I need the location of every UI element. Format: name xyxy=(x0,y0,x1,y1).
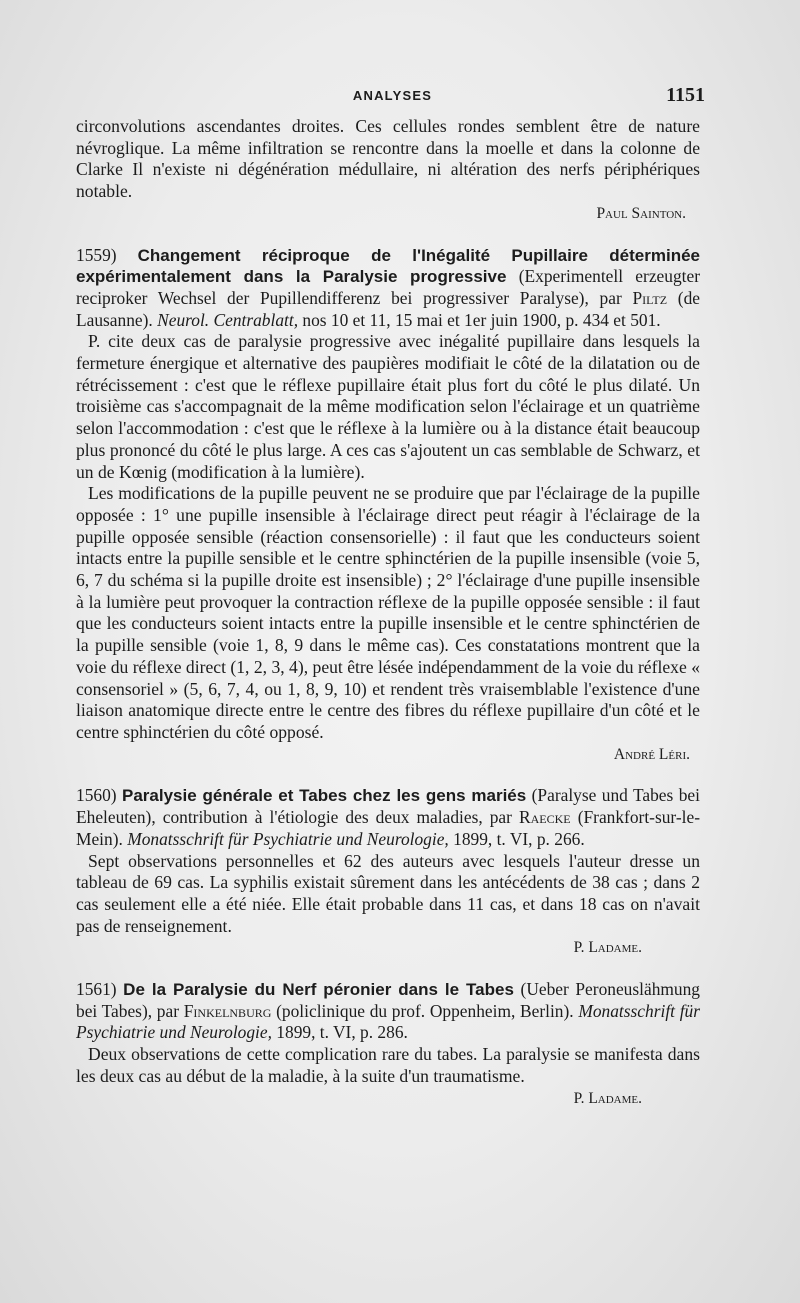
entry-subtitle: (Paralyse und Tabes bei Eheleuten), contribution à l'étiologie des deux maladies, par xyxy=(76,785,700,828)
running-head: ANALYSES xyxy=(352,88,433,103)
entry-citation: nos 10 et 11, 15 mai et 1er juin 1900, p. 434 et 501. xyxy=(302,309,661,330)
entry-1561 xyxy=(76,979,700,1109)
entry-paragraph: Les modifications de la pupille peuvent ne se produire que par l'éclairage de la pupille opposée : 1° une pupille insensible à l'éclairage direct peut réagir à l'éclairage de la pupille opposée sensible (réaction consensorielle) : il faut que les conducteurs soient intacts entre la pupille sensible et le centre sphinctérien de la pupille insensible (voie 5, 6, 7 du schéma si la pupille droite est insensible) ; 2° l'éclairage d'une pupille insensible à la lumière peut provoquer la contraction réflexe de la pupille opposée sensible : il faut que les conducteurs soient intacts entre la pupille insensible et le centre sphinctérien de la pupille sensible (voie 1, 8, 9 dans le même cas). Ces constatations montrent que la voie du réflexe direct (1, 2, 3, 4), peut être lésée indépendamment de la voie du réflexe « consensoriel » (5, 6, 7, 4, ou 1, 8, 9, 10) et rendent très vraisemblable l'existence d'une liaison anatomique directe entre le centre des fibres du réflexe pupillaire d'un côté et le centre sphinctérien du côté opposé. xyxy=(76,483,700,742)
entry-number: 1559) xyxy=(76,244,117,265)
entry-title: Paralysie générale et Tabes chez les gens mariés xyxy=(122,786,527,806)
entry-number: 1560) xyxy=(76,785,117,806)
intro-signature: Paul Sainton. xyxy=(596,204,686,222)
entry-subtitle: (Ueber Peroneuslähmung bei Tabes), par xyxy=(76,979,700,1021)
entry-affiliation: (policlinique du prof. Oppenheim, Berlin). xyxy=(276,1000,574,1021)
entry-number: 1561) xyxy=(76,979,117,1000)
page-header xyxy=(80,86,705,110)
entry-1559 xyxy=(76,245,700,766)
entry-affiliation: (Frankfort-sur-le-Mein). xyxy=(76,807,700,849)
entry-signature: P. Ladame. xyxy=(573,1089,642,1107)
entry-author: Piltz xyxy=(632,287,668,308)
entry-author: Finkelnburg xyxy=(183,1000,272,1021)
entry-signature: André Léri. xyxy=(613,745,690,763)
entry-citation: 1899, t. VI, p. 286. xyxy=(276,1022,408,1043)
entry-subtitle: (Experimentell erzeugter reciproker Wechsel der Pupillendifferenz bei progressiver Paralyse), par xyxy=(76,266,700,308)
entry-journal: Neurol. Centrablatt, xyxy=(157,309,299,330)
entry-heading xyxy=(76,785,700,850)
entry-journal: Monatsschrift für Psychiatrie und Neurologie, xyxy=(76,1000,700,1043)
entry-paragraph: Deux observations de cette complication rare du tabes. La paralysie se manifesta dans les deux cas au début de la maladie, à la suite d'un traumatisme. xyxy=(76,1044,700,1086)
entry-paragraph: P. cite deux cas de paralysie progressive avec inégalité pupillaire dans lesquels la fermeture énergique et alternative des paupières modifiait le côté de la dilatation ou de rétrécissement : c'est que le réflexe pupillaire était plus fort du côté le plus dilaté. Un troisième cas s'accompagnait de la même modification selon l'éclairage et un quatrième selon l'accommodation : c'est que le réflexe à la lumière ou à la distance était beaucoup plus prononcé du côté le plus large. A ces cas s'ajoutent un cas semblable de Schwarz, et un de Kœnig (modification à la lumière). xyxy=(76,331,700,482)
entry-affiliation: (de Lausanne). xyxy=(76,287,700,330)
entry-title: Changement réciproque de l'Inégalité Pupillaire déterminée expérimentalement dans la Paralysie progressive xyxy=(76,245,700,287)
entry-author: Raecke xyxy=(519,807,571,828)
entry-heading xyxy=(76,245,700,332)
entry-paragraph: Sept observations personnelles et 62 des auteurs avec lesquels l'auteur dresse un tableau de 69 cas. La syphilis existait sûrement dans les antécédents de 38 cas ; dans 2 cas seulement elle a été niée. Elle était probable dans 11 cas, et dans 18 cas on n'avait pas de renseignement. xyxy=(76,850,700,936)
entry-heading xyxy=(76,979,700,1044)
page-content xyxy=(76,116,700,1109)
entry-journal: Monatsschrift für Psychiatrie und Neurologie, xyxy=(127,828,449,849)
intro-paragraph: circonvolutions ascendantes droites. Ces cellules rondes semblent être de nature névroglique. La même infiltration se rencontre dans la moelle et dans la colonne de Clarke Il n'existe ni dégénération médullaire, ni altération des nerfs périphériques notable. xyxy=(76,116,700,202)
entry-title: De la Paralysie du Nerf péronier dans le Tabes xyxy=(123,980,514,1000)
entry-1560 xyxy=(76,785,700,959)
page-number: 1151 xyxy=(666,84,705,106)
entry-signature: P. Ladame. xyxy=(573,939,642,957)
entry-citation: 1899, t. VI, p. 266. xyxy=(453,828,585,849)
